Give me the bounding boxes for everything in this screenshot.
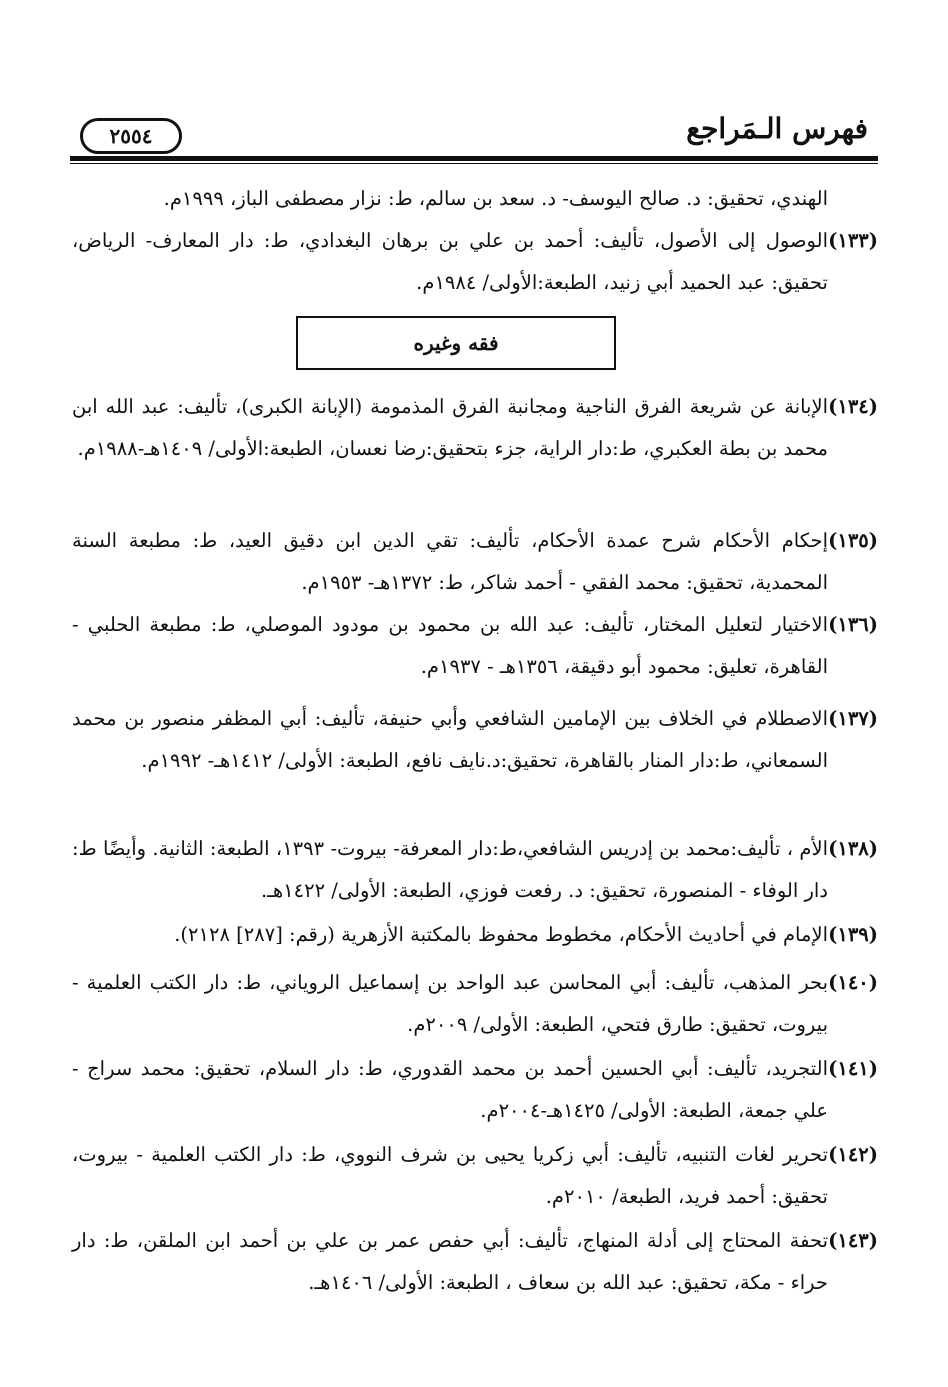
continuation-text: الهندي، تحقيق: د. صالح اليوسف- د. سعد بن سالم، ط: نزار مصطفى الباز، ١٩٩٩م.: [163, 187, 828, 210]
reference-entry: [72, 220, 878, 304]
entry-text: تحفة المحتاج إلى أدلة المنهاج، تأليف: أبي حفص عمر بن علي بن أحمد ابن الملقن، ط: دار حراء - مكة، تحقيق: عبد الله بن سعاف ، الطبعة: الأولى/ ١٤٠٦هـ.: [72, 1229, 828, 1294]
entry-text: تحرير لغات التنبيه، تأليف: أبي زكريا يحيى بن شرف النووي، ط: دار الكتب العلمية - بيروت، تحقيق: أحمد فريد، الطبعة/ ٢٠١٠م.: [72, 1143, 828, 1208]
entry-text: الإمام في أحاديث الأحكام، مخطوط محفوظ بالمكتبة الأزهرية (رقم: [٢٨٧] ٢١٢٨).: [174, 923, 828, 946]
reference-entry: [72, 962, 878, 1046]
entry-number: (١٣٨): [828, 837, 878, 860]
entry-number: (١٤٢): [828, 1143, 878, 1166]
entry-number: (١٤٠): [828, 971, 878, 994]
section-heading: فقه وغيره: [296, 316, 616, 370]
entry-number: (١٤١): [828, 1057, 878, 1080]
entry-number: (١٣٥): [828, 529, 878, 552]
entry-text: إحكام الأحكام شرح عمدة الأحكام، تأليف: تقي الدين ابن دقيق العيد، ط: مطبعة السنة المحمدية، تحقيق: محمد الفقي - أحمد شاكر، ط: ١٣٧٢هـ- ١٩٥٣م.: [72, 529, 828, 594]
reference-entry: [72, 828, 878, 912]
reference-entry: [72, 1134, 878, 1218]
entry-text: الأم ، تأليف:محمد بن إدريس الشافعي،ط:دار المعرفة- بيروت- ١٣٩٣، الطبعة: الثانية. وأيضًا ط: دار الوفاء - المنصورة، تحقيق: د. رفعت فوزي، الطبعة: الأولى/ ١٤٢٢هـ.: [72, 837, 828, 902]
entry-number: (١٣٧): [828, 707, 878, 730]
entry-text: الوصول إلى الأصول، تأليف: أحمد بن علي بن برهان البغدادي، ط: دار المعارف- الرياض، تحقيق: عبد الحميد أبي زنيد، الطبعة:الأولى/ ١٩٨٤م.: [72, 229, 828, 294]
entry-text: الإبانة عن شريعة الفرق الناجية ومجانبة الفرق المذمومة (الإبانة الكبرى)، تأليف: عبد الله ابن محمد بن بطة العكبري، ط:دار الراية، جزء بتحقيق:رضا نعسان، الطبعة:الأولى/ ١٤٠٩هـ-١٩٨٨م.: [72, 395, 828, 460]
entry-text: الاختيار لتعليل المختار، تأليف: عبد الله بن محمود بن مودود الموصلي، ط: مطبعة الحلبي - القاهرة، تعليق: محمود أبو دقيقة، ١٣٥٦هـ - ١٩٣٧م.: [72, 613, 828, 678]
entry-number: (١٣٦): [828, 613, 878, 636]
page-header: [70, 106, 878, 158]
entry-text: الاصطلام في الخلاف بين الإمامين الشافعي وأبي حنيفة، تأليف: أبي المظفر منصور بن محمد السمعاني، ط:دار المنار بالقاهرة، تحقيق:د.نايف نافع، الطبعة: الأولى/ ١٤١٢هـ- ١٩٩٢م.: [72, 707, 828, 772]
header-rule: [70, 156, 878, 164]
reference-entry: [72, 604, 878, 688]
reference-entry: [72, 698, 878, 782]
reference-entry: [72, 914, 878, 956]
reference-entry: [72, 386, 878, 470]
entry-number: (١٣٩): [828, 923, 878, 946]
running-title: فهرس الـمَراجع: [686, 112, 868, 145]
entry-number: (١٤٣): [828, 1229, 878, 1252]
page-number: ٢٥٥٤: [80, 118, 182, 154]
entry-number: (١٣٣): [828, 229, 878, 252]
reference-entry: [72, 1048, 878, 1132]
entry-text: بحر المذهب، تأليف: أبي المحاسن عبد الواحد بن إسماعيل الروياني، ط: دار الكتب العلمية - بيروت، تحقيق: طارق فتحي، الطبعة: الأولى/ ٢٠٠٩م.: [72, 971, 828, 1036]
reference-entry: [72, 520, 878, 604]
entry-text: التجريد، تأليف: أبي الحسين أحمد بن محمد القدوري، ط: دار السلام، تحقيق: محمد سراج - علي جمعة، الطبعة: الأولى/ ١٤٢٥هـ-٢٠٠٤م.: [72, 1057, 828, 1122]
entry-number: (١٣٤): [828, 395, 878, 418]
reference-entry: [72, 1220, 878, 1304]
